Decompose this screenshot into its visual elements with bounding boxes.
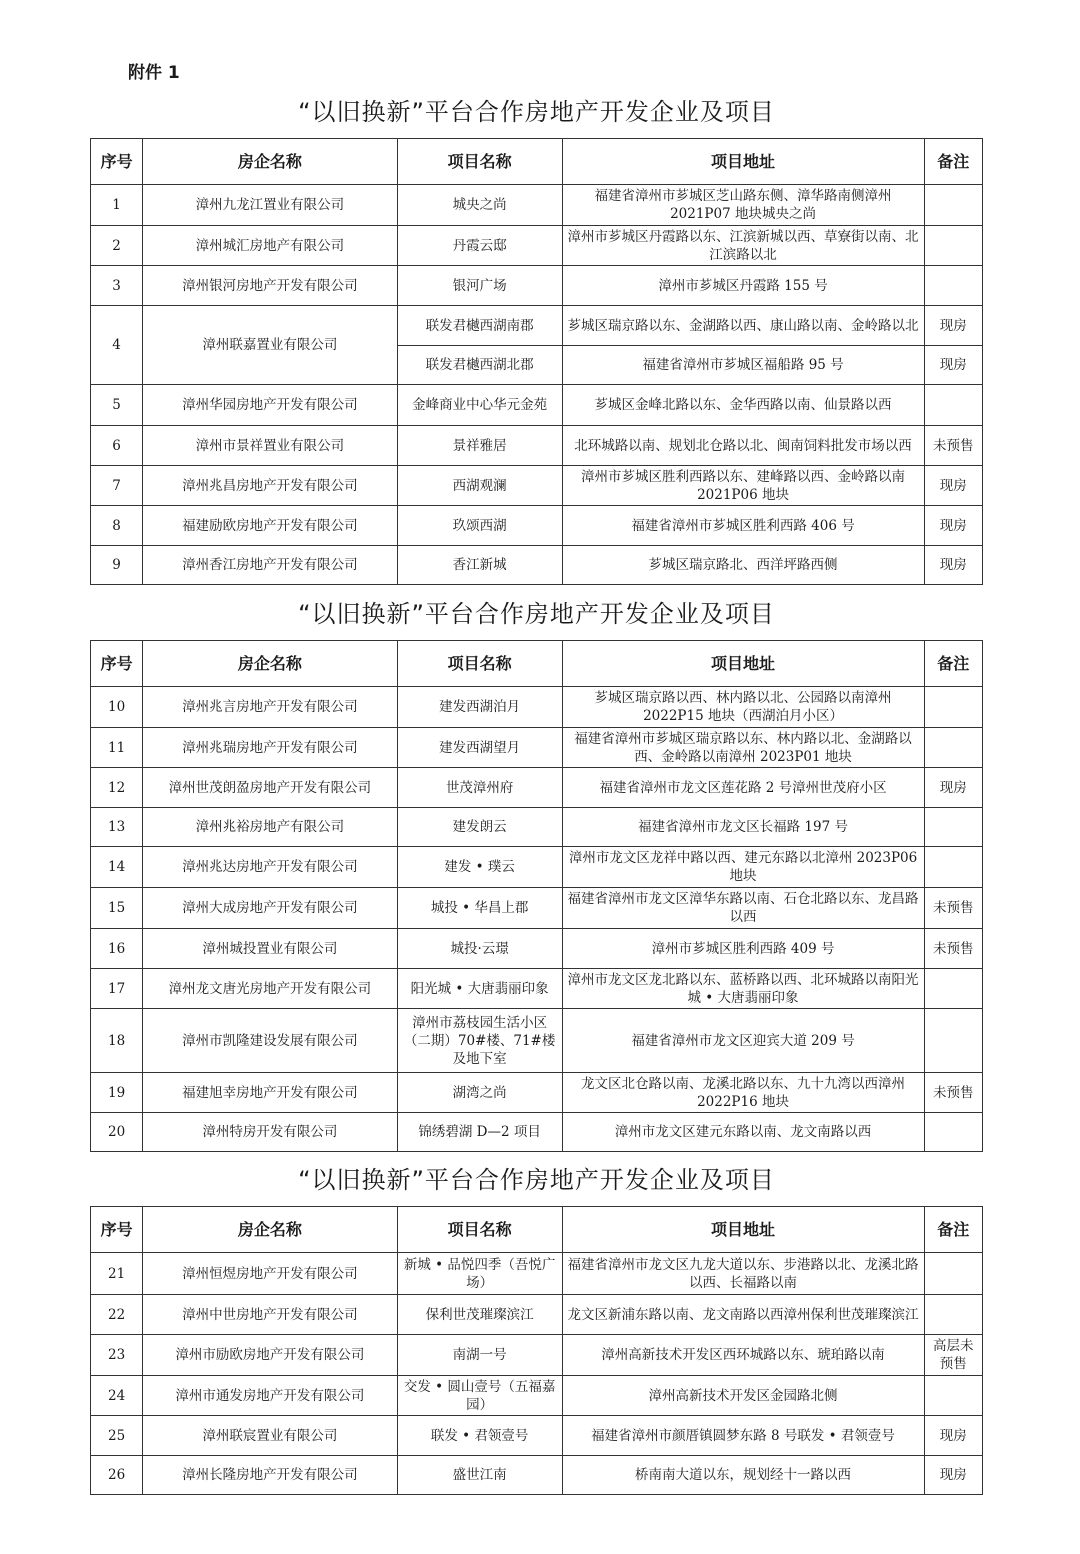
- row-address: 漳州高新技术开发区金园路北侧: [562, 1376, 924, 1416]
- row-address: 北环城路以南、规划北仓路以北、闽南饲料批发市场以西: [562, 426, 924, 466]
- row-company: 漳州龙文唐光房地产开发有限公司: [143, 969, 398, 1009]
- row-no: 8: [91, 506, 143, 546]
- row-no: 3: [91, 266, 143, 306]
- row-no: 17: [91, 969, 143, 1009]
- row-address: 福建省漳州市芗城区胜利西路 406 号: [562, 506, 924, 546]
- row-no: 21: [91, 1253, 143, 1295]
- row-project: 湖湾之尚: [397, 1073, 562, 1113]
- row-project: 交发 • 圆山壹号（五福嘉园）: [397, 1376, 562, 1416]
- header-no: 序号: [91, 139, 143, 185]
- table-header-row: [91, 641, 983, 687]
- table-row: [91, 306, 983, 346]
- row-company: 漳州兆瑞房地产开发有限公司: [143, 728, 398, 768]
- row-no: 24: [91, 1376, 143, 1416]
- header-project: 项目名称: [397, 641, 562, 687]
- row-note: 现房: [924, 506, 982, 546]
- row-note: [924, 185, 982, 226]
- row-no: 11: [91, 728, 143, 768]
- row-project: 锦绣碧湖 D—2 项目: [397, 1113, 562, 1152]
- row-company: 漳州香江房地产开发有限公司: [143, 546, 398, 585]
- row-note: 现房: [924, 466, 982, 506]
- row-note: [924, 266, 982, 306]
- row-project: 联发 • 君领壹号: [397, 1416, 562, 1456]
- row-company: 漳州城投置业有限公司: [143, 929, 398, 969]
- row-note: [924, 728, 982, 768]
- row-note: [924, 687, 982, 728]
- header-note: 备注: [924, 641, 982, 687]
- row-no: 6: [91, 426, 143, 466]
- annex-label: 附件 1: [128, 63, 180, 83]
- header-company: 房企名称: [143, 641, 398, 687]
- table-header-row: [91, 1207, 983, 1253]
- row-address: 漳州市龙文区龙祥中路以西、建元东路以北漳州 2023P06 地块: [562, 847, 924, 888]
- row-company: 漳州兆裕房地产有限公司: [143, 808, 398, 847]
- table-row: [91, 1456, 983, 1495]
- row-note: [924, 808, 982, 847]
- header-address: 项目地址: [562, 139, 924, 185]
- row-address: 福建省漳州市芗城区福船路 95 号: [562, 346, 924, 385]
- row-company: 漳州兆昌房地产开发有限公司: [143, 466, 398, 506]
- row-company: 漳州特房开发有限公司: [143, 1113, 398, 1152]
- table-row: [91, 1253, 983, 1295]
- row-note: [924, 385, 982, 426]
- table-row: [91, 929, 983, 969]
- header-note: 备注: [924, 1207, 982, 1253]
- row-project: 新城 • 品悦四季（吾悦广场）: [397, 1253, 562, 1295]
- table-row: [91, 1009, 983, 1073]
- row-project: 漳州市荔枝园生活小区（二期）70#楼、71#楼及地下室: [397, 1009, 562, 1073]
- row-company: 漳州九龙江置业有限公司: [143, 185, 398, 226]
- row-note: [924, 1253, 982, 1295]
- table-row: [91, 687, 983, 728]
- row-project: 景祥雅居: [397, 426, 562, 466]
- row-note: 现房: [924, 346, 982, 385]
- header-address: 项目地址: [562, 641, 924, 687]
- table-row: [91, 1376, 983, 1416]
- row-address: 桥南南大道以东，规划经十一路以西: [562, 1456, 924, 1495]
- row-company: 漳州中世房地产开发有限公司: [143, 1295, 398, 1335]
- row-project: 建发 • 璞云: [397, 847, 562, 888]
- row-no: 2: [91, 226, 143, 266]
- table-row: [91, 426, 983, 466]
- header-company: 房企名称: [143, 1207, 398, 1253]
- header-no: 序号: [91, 1207, 143, 1253]
- row-note: [924, 1009, 982, 1073]
- row-address: 福建省漳州市龙文区莲花路 2 号漳州世茂府小区: [562, 768, 924, 808]
- row-address: 龙文区北仓路以南、龙溪北路以东、九十九湾以西漳州 2022P16 地块: [562, 1073, 924, 1113]
- table-row: [91, 808, 983, 847]
- row-address: 漳州市芗城区丹霞路 155 号: [562, 266, 924, 306]
- row-company: 漳州恒煜房地产开发有限公司: [143, 1253, 398, 1295]
- row-address: 漳州市龙文区龙北路以东、蓝桥路以西、北环城路以南阳光城 • 大唐翡丽印象: [562, 969, 924, 1009]
- row-address: 福建省漳州市龙文区迎宾大道 209 号: [562, 1009, 924, 1073]
- table-row: [91, 506, 983, 546]
- table-header-row: [91, 139, 983, 185]
- row-project: 城投·云璟: [397, 929, 562, 969]
- row-project: 保利世茂璀璨滨江: [397, 1295, 562, 1335]
- row-project: 丹霞云邸: [397, 226, 562, 266]
- row-project: 城投 • 华昌上郡: [397, 888, 562, 929]
- project-table: [90, 138, 983, 585]
- row-address: 芗城区瑞京路北、西洋坪路西侧: [562, 546, 924, 585]
- row-project: 金峰商业中心华元金苑: [397, 385, 562, 426]
- row-address: 芗城区瑞京路以东、金湖路以西、康山路以南、金岭路以北: [562, 306, 924, 346]
- row-note: [924, 847, 982, 888]
- row-no: 15: [91, 888, 143, 929]
- header-project: 项目名称: [397, 1207, 562, 1253]
- table-row: [91, 466, 983, 506]
- row-project: 建发西湖泊月: [397, 687, 562, 728]
- header-project: 项目名称: [397, 139, 562, 185]
- table-row: [91, 185, 983, 226]
- row-company: 漳州长隆房地产开发有限公司: [143, 1456, 398, 1495]
- row-note: 高层未预售: [924, 1335, 982, 1376]
- table-row: [91, 969, 983, 1009]
- row-no: 20: [91, 1113, 143, 1152]
- row-project: 南湖一号: [397, 1335, 562, 1376]
- section-title: “以旧换新”平台合作房地产开发企业及项目: [298, 1166, 775, 1194]
- table-row: [91, 888, 983, 929]
- row-project: 建发西湖望月: [397, 728, 562, 768]
- row-note: 未预售: [924, 888, 982, 929]
- row-address: 福建省漳州市龙文区漳华东路以南、石仓北路以东、龙昌路以西: [562, 888, 924, 929]
- header-no: 序号: [91, 641, 143, 687]
- row-address: 漳州市芗城区胜利西路以东、建峰路以西、金岭路以南 2021P06 地块: [562, 466, 924, 506]
- row-address: 漳州市芗城区胜利西路 409 号: [562, 929, 924, 969]
- row-no: 7: [91, 466, 143, 506]
- row-note: [924, 1113, 982, 1152]
- table-row: [91, 1416, 983, 1456]
- row-address: 福建省漳州市芗城区芝山路东侧、漳华路南侧漳州 2021P07 地块城央之尚: [562, 185, 924, 226]
- row-note: [924, 226, 982, 266]
- table-row: [91, 226, 983, 266]
- table-row: [91, 847, 983, 888]
- row-company: 漳州市励欧房地产开发有限公司: [143, 1335, 398, 1376]
- row-project: 银河广场: [397, 266, 562, 306]
- table-row: [91, 768, 983, 808]
- row-no: 13: [91, 808, 143, 847]
- row-company: 漳州世茂朗盈房地产开发有限公司: [143, 768, 398, 808]
- row-company: 漳州市通发房地产开发有限公司: [143, 1376, 398, 1416]
- row-note: 未预售: [924, 426, 982, 466]
- row-company: 漳州市凯隆建设发展有限公司: [143, 1009, 398, 1073]
- row-no: 22: [91, 1295, 143, 1335]
- row-address: 漳州高新技术开发区西环城路以东、琥珀路以南: [562, 1335, 924, 1376]
- table-row: [91, 385, 983, 426]
- header-note: 备注: [924, 139, 982, 185]
- row-project: 世茂漳州府: [397, 768, 562, 808]
- row-address: 芗城区瑞京路以西、林内路以北、公园路以南漳州 2022P15 地块（西湖泊月小区）: [562, 687, 924, 728]
- project-table: [90, 1206, 983, 1495]
- row-no: 1: [91, 185, 143, 226]
- table-row: [91, 1073, 983, 1113]
- row-company: 漳州兆达房地产开发有限公司: [143, 847, 398, 888]
- row-no: 16: [91, 929, 143, 969]
- row-no: 10: [91, 687, 143, 728]
- row-address: 福建省漳州市龙文区九龙大道以东、步港路以北、龙溪北路以西、长福路以南: [562, 1253, 924, 1295]
- row-no: 4: [91, 306, 143, 385]
- row-no: 26: [91, 1456, 143, 1495]
- row-note: 未预售: [924, 929, 982, 969]
- section-title: “以旧换新”平台合作房地产开发企业及项目: [298, 98, 775, 126]
- table-row: [91, 1295, 983, 1335]
- table-row: [91, 1335, 983, 1376]
- row-company: 漳州联嘉置业有限公司: [143, 306, 398, 385]
- row-note: [924, 1295, 982, 1335]
- row-note: 现房: [924, 306, 982, 346]
- row-project: 阳光城 • 大唐翡丽印象: [397, 969, 562, 1009]
- row-no: 23: [91, 1335, 143, 1376]
- row-note: [924, 969, 982, 1009]
- row-company: 福建旭幸房地产开发有限公司: [143, 1073, 398, 1113]
- row-note: [924, 1376, 982, 1416]
- row-company: 漳州银河房地产开发有限公司: [143, 266, 398, 306]
- row-project: 城央之尚: [397, 185, 562, 226]
- row-company: 漳州大成房地产开发有限公司: [143, 888, 398, 929]
- header-company: 房企名称: [143, 139, 398, 185]
- row-address: 龙文区新浦东路以南、龙文南路以西漳州保利世茂璀璨滨江: [562, 1295, 924, 1335]
- row-project: 盛世江南: [397, 1456, 562, 1495]
- row-address: 漳州市芗城区丹霞路以东、江滨新城以西、草寮街以南、北江滨路以北: [562, 226, 924, 266]
- row-project: 建发朗云: [397, 808, 562, 847]
- row-no: 18: [91, 1009, 143, 1073]
- table-row: [91, 1113, 983, 1152]
- row-company: 漳州兆言房地产开发有限公司: [143, 687, 398, 728]
- row-no: 9: [91, 546, 143, 585]
- row-no: 19: [91, 1073, 143, 1113]
- row-project: 西湖观澜: [397, 466, 562, 506]
- section-title: “以旧换新”平台合作房地产开发企业及项目: [298, 600, 775, 628]
- row-address: 福建省漳州市龙文区长福路 197 号: [562, 808, 924, 847]
- row-company: 漳州联宸置业有限公司: [143, 1416, 398, 1456]
- table-row: [91, 266, 983, 306]
- table-row: [91, 728, 983, 768]
- row-project: 联发君樾西湖北郡: [397, 346, 562, 385]
- row-company: 漳州华园房地产开发有限公司: [143, 385, 398, 426]
- row-no: 25: [91, 1416, 143, 1456]
- row-project: 联发君樾西湖南郡: [397, 306, 562, 346]
- table-row: [91, 546, 983, 585]
- row-note: 现房: [924, 768, 982, 808]
- row-address: 漳州市龙文区建元东路以南、龙文南路以西: [562, 1113, 924, 1152]
- row-no: 5: [91, 385, 143, 426]
- row-note: 现房: [924, 1456, 982, 1495]
- header-address: 项目地址: [562, 1207, 924, 1253]
- row-project: 香江新城: [397, 546, 562, 585]
- project-table: [90, 640, 983, 1152]
- row-no: 14: [91, 847, 143, 888]
- row-address: 福建省漳州市芗城区瑞京路以东、林内路以北、金湖路以西、金岭路以南漳州 2023P01 地块: [562, 728, 924, 768]
- row-note: 未预售: [924, 1073, 982, 1113]
- row-note: 现房: [924, 546, 982, 585]
- row-address: 福建省漳州市颜厝镇圆梦东路 8 号联发 • 君领壹号: [562, 1416, 924, 1456]
- row-note: 现房: [924, 1416, 982, 1456]
- row-no: 12: [91, 768, 143, 808]
- row-company: 福建励欧房地产开发有限公司: [143, 506, 398, 546]
- row-company: 漳州城汇房地产有限公司: [143, 226, 398, 266]
- row-company: 漳州市景祥置业有限公司: [143, 426, 398, 466]
- row-project: 玖颂西湖: [397, 506, 562, 546]
- row-address: 芗城区金峰北路以东、金华西路以南、仙景路以西: [562, 385, 924, 426]
